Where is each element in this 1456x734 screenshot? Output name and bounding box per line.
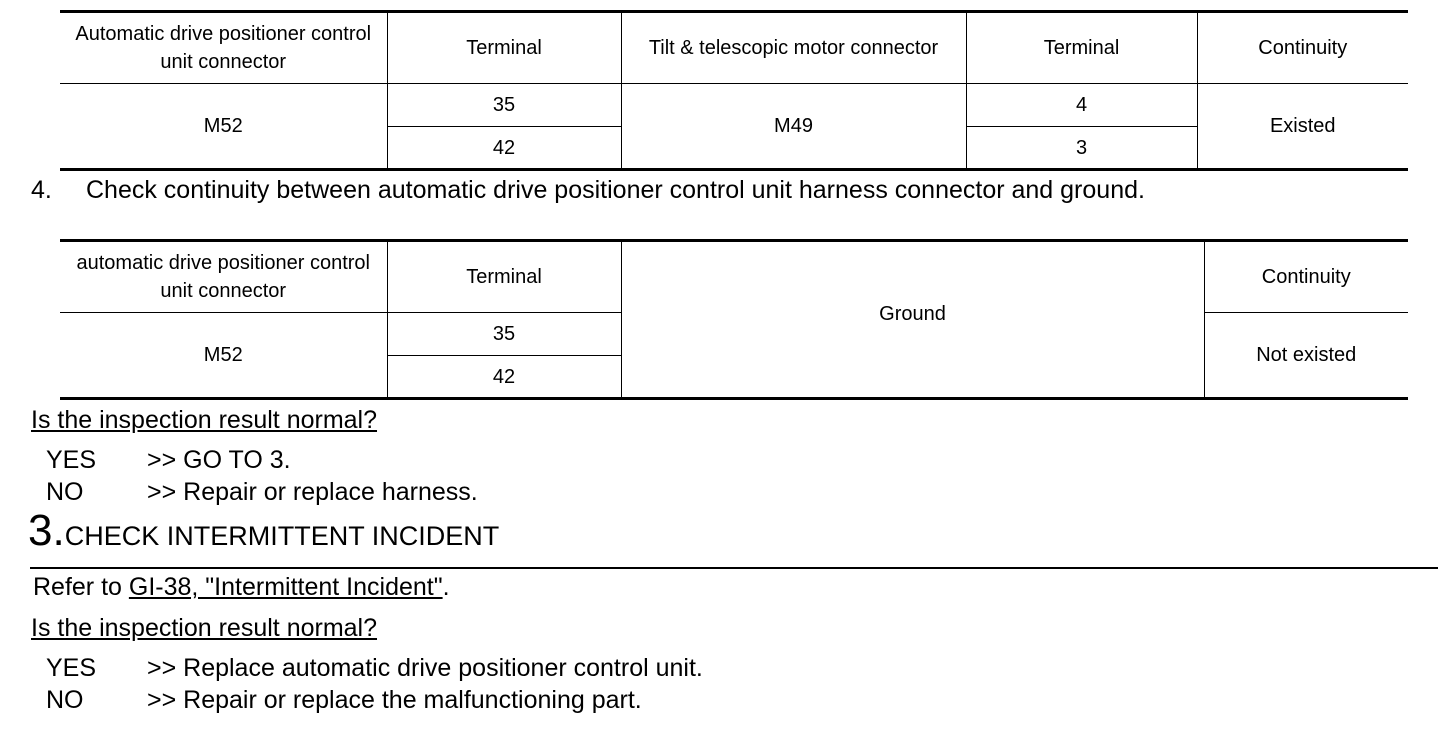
cell-continuity: Existed bbox=[1197, 84, 1408, 170]
answer-1-yes-key: YES bbox=[46, 446, 97, 474]
cell-connector-a: M52 bbox=[60, 84, 387, 170]
cell-terminal-2-2: 42 bbox=[387, 356, 621, 399]
answer-2-yes-key: YES bbox=[46, 654, 97, 682]
answer-2-no-value: >> Repair or replace the malfunctioning part. bbox=[147, 686, 642, 714]
question-2: Is the inspection result normal? bbox=[31, 614, 378, 642]
header-connector: automatic drive positioner control unit connector bbox=[60, 241, 387, 313]
cell-terminal-b-2: 3 bbox=[966, 127, 1197, 170]
header-continuity: Continuity bbox=[1197, 12, 1408, 84]
cell-terminal-a-1: 35 bbox=[387, 84, 621, 127]
answer-2-no-key: NO bbox=[46, 686, 84, 714]
cell-connector-b: M49 bbox=[621, 84, 966, 170]
cell-ground: Ground bbox=[621, 241, 1204, 399]
refer-suffix: . bbox=[442, 573, 450, 601]
header-continuity-2: Continuity bbox=[1204, 241, 1408, 313]
step-4 bbox=[31, 176, 52, 205]
question-1: Is the inspection result normal? bbox=[31, 406, 378, 434]
continuity-table-ground bbox=[60, 239, 1408, 400]
section-3-number: 3. bbox=[28, 506, 65, 555]
header-connector-b: Tilt & telescopic motor connector bbox=[621, 12, 966, 84]
refer-prefix: Refer to bbox=[33, 573, 129, 601]
answer-2-yes-value: >> Replace automatic drive positioner control unit. bbox=[147, 654, 703, 682]
cell-terminal-2-1: 35 bbox=[387, 313, 621, 356]
cell-terminal-b-1: 4 bbox=[966, 84, 1197, 127]
step-4-number: 4. bbox=[31, 176, 52, 204]
continuity-table-motor bbox=[60, 10, 1408, 171]
answer-1-no-value: >> Repair or replace harness. bbox=[147, 478, 478, 506]
cell-terminal-a-2: 42 bbox=[387, 127, 621, 170]
section-divider bbox=[30, 567, 1438, 569]
cell-connector-2: M52 bbox=[60, 313, 387, 399]
answer-1-yes-value: >> GO TO 3. bbox=[147, 446, 291, 474]
answer-1-no-key: NO bbox=[46, 478, 84, 506]
section-3-title: CHECK INTERMITTENT INCIDENT bbox=[64, 521, 500, 551]
step-4-text: Check continuity between automatic drive positioner control unit harness connector and ground. bbox=[86, 176, 1145, 204]
header-terminal-b: Terminal bbox=[966, 12, 1197, 84]
header-terminal-a: Terminal bbox=[387, 12, 621, 84]
refer-line bbox=[33, 573, 450, 602]
cell-continuity-2: Not existed bbox=[1204, 313, 1408, 399]
section-3-heading bbox=[28, 506, 499, 556]
gi-38-link[interactable]: GI-38, "Intermittent Incident" bbox=[128, 573, 443, 601]
header-terminal: Terminal bbox=[387, 241, 621, 313]
header-connector-a: Automatic drive positioner control unit connector bbox=[60, 12, 387, 84]
